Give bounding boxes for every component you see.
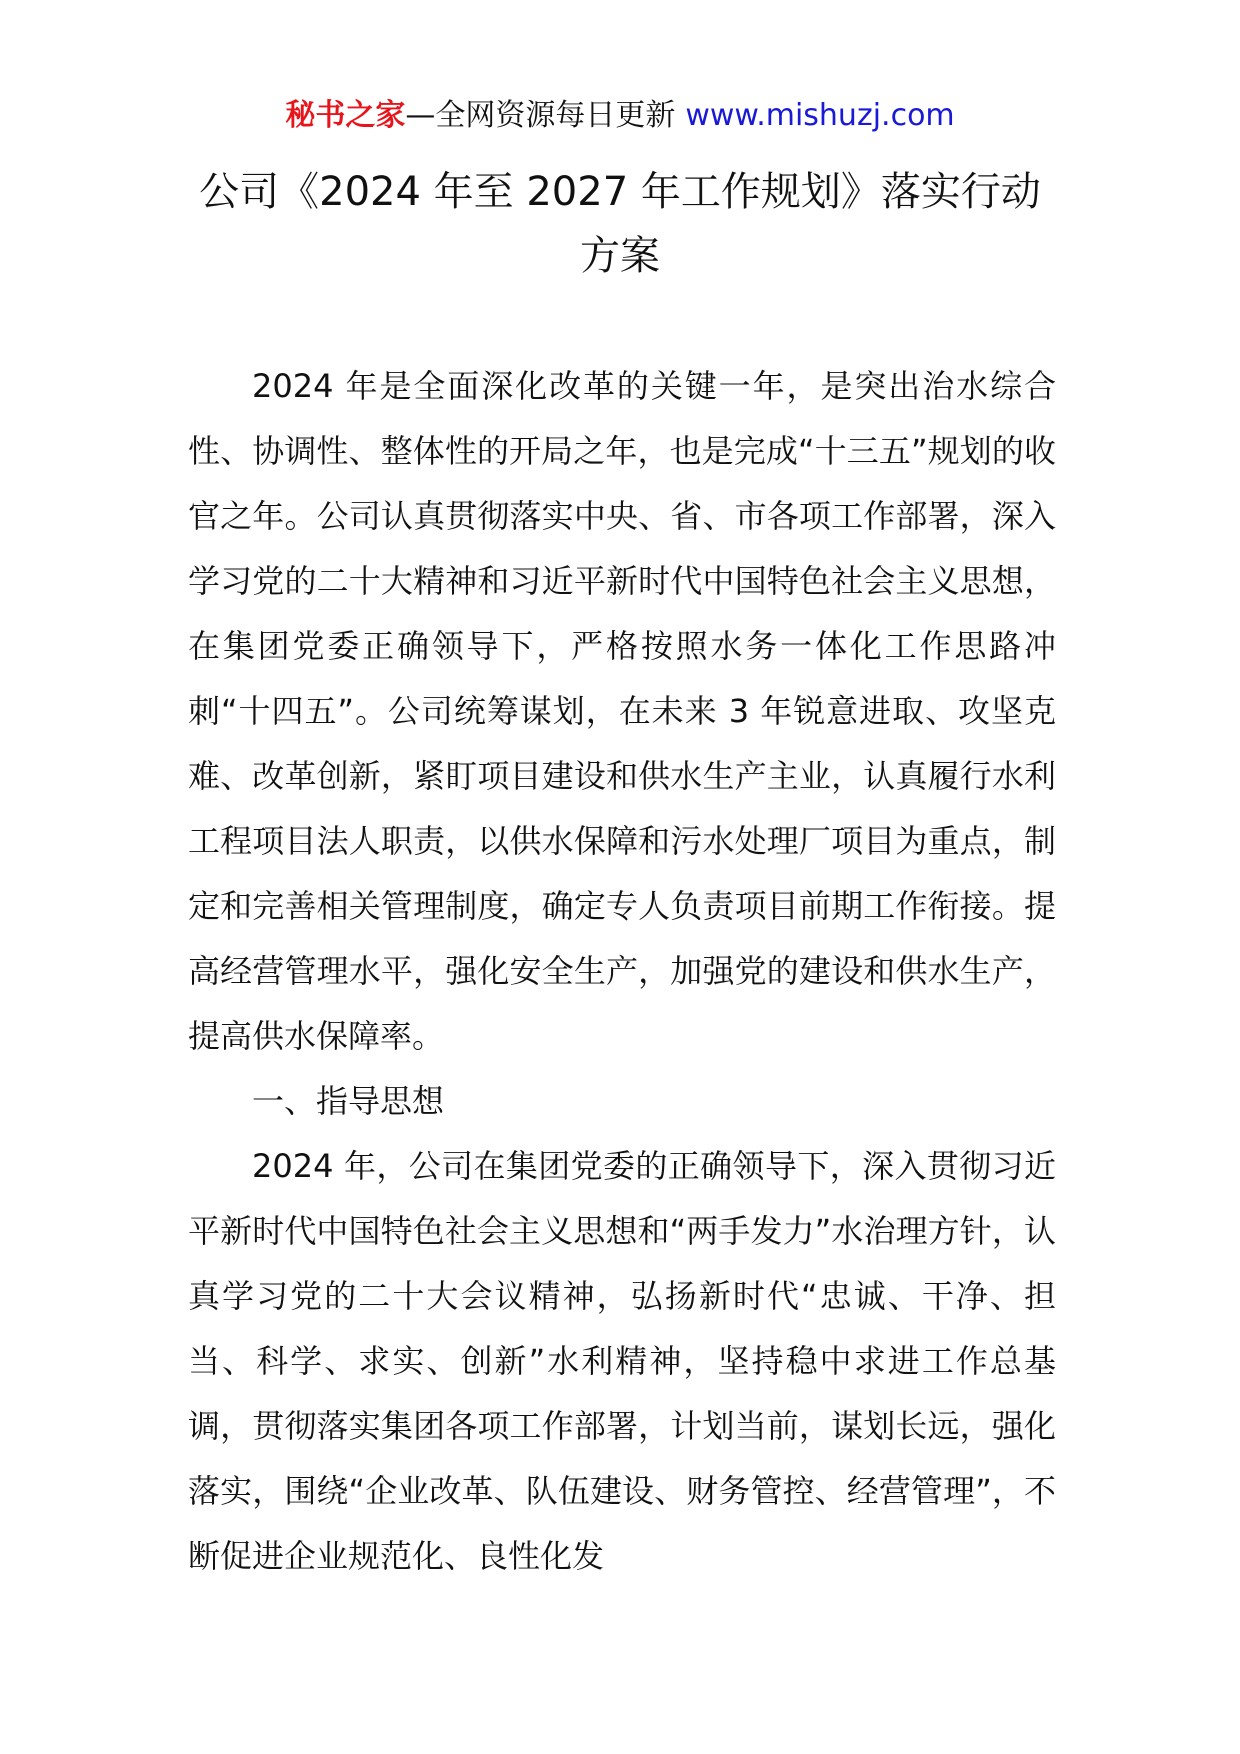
section-heading-guiding-thought: 一、指导思想 xyxy=(252,1082,445,1120)
paragraph-intro: 2024 年是全面深化改革的关键一年，是突出治水综合性、协调性、整体性的开局之年，也是完成“十三五”规划的收官之年。公司认真贯彻落实中央、省、市各项工作部署，深入学习党的二十大精神和习近平新时代中国特色社会主义思想，在集团党委正确领导下，严格按照水务一体化工作思路冲刺“十四五”。公司统筹谋划，在未来 3 年锐意进取、攻坚克难、改革创新，紧盯项目建设和供水生产主业，认真履行水利工程项目法人职责，以供水保障和污水处理厂项目为重点，制定和完善相关管理制度，确定专人负责项目前期工作衔接。提高经营管理水平，强化安全生产，加强党的建设和供水生产，提高供水保障率。 xyxy=(188,367,1056,1055)
watermark-banner xyxy=(0,98,1240,134)
document-title-line-2: 方案 xyxy=(580,233,660,279)
banner-brand: 秘书之家 xyxy=(285,98,406,133)
banner-url: www.mishuzj.com xyxy=(685,98,955,133)
document-body xyxy=(188,354,1056,1589)
banner-tagline: —全网资源每日更新 xyxy=(405,98,676,133)
paragraph-guiding-thought: 2024 年，公司在集团党委的正确领导下，深入贯彻习近平新时代中国特色社会主义思想和“两手发力”水治理方针，认真学习党的二十大会议精神，弘扬新时代“忠诚、干净、担当、科学、求实、创新”水利精神，坚持稳中求进工作总基调，贯彻落实集团各项工作部署，计划当前，谋划长远，强化落实，围绕“企业改革、队伍建设、财务管控、经营管理”，不断促进企业规范化、良性化发 xyxy=(188,1147,1056,1575)
document-title-line-1: 公司《2024 年至 2027 年工作规划》落实行动 xyxy=(199,169,1041,215)
document-title xyxy=(150,160,1090,288)
